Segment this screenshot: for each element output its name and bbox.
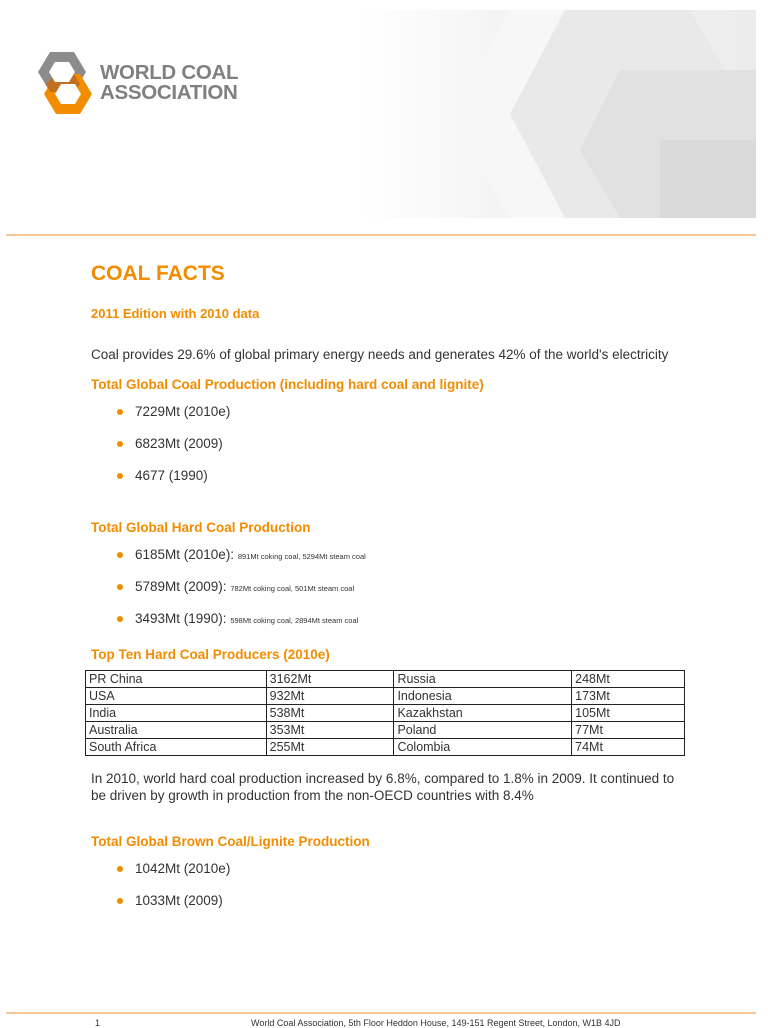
country-cell: Kazakhstan (394, 705, 572, 722)
list-item (91, 547, 691, 579)
section-heading-top-ten: Top Ten Hard Coal Producers (2010e) (91, 647, 330, 662)
list-item-value: 5789Mt (2009): (135, 579, 227, 594)
logo-wordmark (100, 63, 238, 103)
list-item-detail: 782Mt coking coal, 501Mt steam coal (230, 584, 355, 593)
edition-subtitle: 2011 Edition with 2010 data (91, 306, 260, 321)
hexagon-pattern-graphic (360, 10, 756, 218)
list-item-value: 6185Mt (2010e): (135, 547, 235, 562)
list-item: 1033Mt (2009) (91, 893, 691, 925)
country-cell: South Africa (86, 739, 267, 756)
country-cell: Russia (394, 671, 572, 688)
value-cell: 74Mt (572, 739, 685, 756)
list-item-value: 3493Mt (1990): (135, 611, 227, 626)
section-heading-global-production: Total Global Coal Production (including hard coal and lignite) (91, 377, 484, 392)
value-cell: 255Mt (266, 739, 394, 756)
table-row (86, 688, 685, 705)
page-title: COAL FACTS (91, 262, 225, 285)
list-item-detail: 598Mt coking coal, 2894Mt steam coal (230, 616, 359, 625)
production-growth-paragraph: In 2010, world hard coal production increased by 6.8%, compared to 1.8% in 2009. It continued to be driven by growth in production from the non-OECD countries with 8.4% (91, 771, 675, 803)
value-cell: 105Mt (572, 705, 685, 722)
value-cell: 173Mt (572, 688, 685, 705)
list-item: 7229Mt (2010e) (91, 404, 691, 436)
table-row (86, 705, 685, 722)
section-heading-lignite: Total Global Brown Coal/Lignite Production (91, 834, 370, 849)
footer-address: World Coal Association, 5th Floor Heddon House, 149-151 Regent Street, London, W1B 4JD (251, 1018, 621, 1028)
value-cell: 248Mt (572, 671, 685, 688)
table-row (86, 739, 685, 756)
intro-paragraph: Coal provides 29.6% of global primary energy needs and generates 42% of the world's electricity (91, 347, 669, 362)
country-cell: India (86, 705, 267, 722)
logo-hexagon-icon (34, 50, 94, 116)
world-coal-association-logo (34, 50, 238, 116)
value-cell: 3162Mt (266, 671, 394, 688)
footer-divider (6, 1012, 756, 1014)
list-item (91, 611, 691, 643)
value-cell: 77Mt (572, 722, 685, 739)
country-cell: PR China (86, 671, 267, 688)
value-cell: 538Mt (266, 705, 394, 722)
logo-line-2: ASSOCIATION (100, 81, 238, 104)
country-cell: Indonesia (394, 688, 572, 705)
top-producers-table (85, 670, 685, 756)
logo-line-1: WORLD COAL (100, 61, 239, 84)
value-cell: 353Mt (266, 722, 394, 739)
country-cell: USA (86, 688, 267, 705)
global-production-list (91, 404, 691, 500)
list-item: 6823Mt (2009) (91, 436, 691, 468)
list-item-detail: 891Mt coking coal, 5294Mt steam coal (237, 552, 366, 561)
header-divider (6, 234, 756, 236)
list-item (91, 579, 691, 611)
lignite-list (91, 861, 691, 925)
list-item: 1042Mt (2010e) (91, 861, 691, 893)
page-number: 1 (95, 1018, 101, 1028)
list-item: 4677 (1990) (91, 468, 691, 500)
section-heading-hard-coal: Total Global Hard Coal Production (91, 520, 311, 535)
table-row (86, 671, 685, 688)
table-row (86, 722, 685, 739)
country-cell: Colombia (394, 739, 572, 756)
page-footer (95, 1018, 735, 1028)
document-body (91, 262, 691, 925)
country-cell: Poland (394, 722, 572, 739)
value-cell: 932Mt (266, 688, 394, 705)
country-cell: Australia (86, 722, 267, 739)
hard-coal-list (91, 547, 691, 643)
header-background-graphic (360, 10, 756, 218)
